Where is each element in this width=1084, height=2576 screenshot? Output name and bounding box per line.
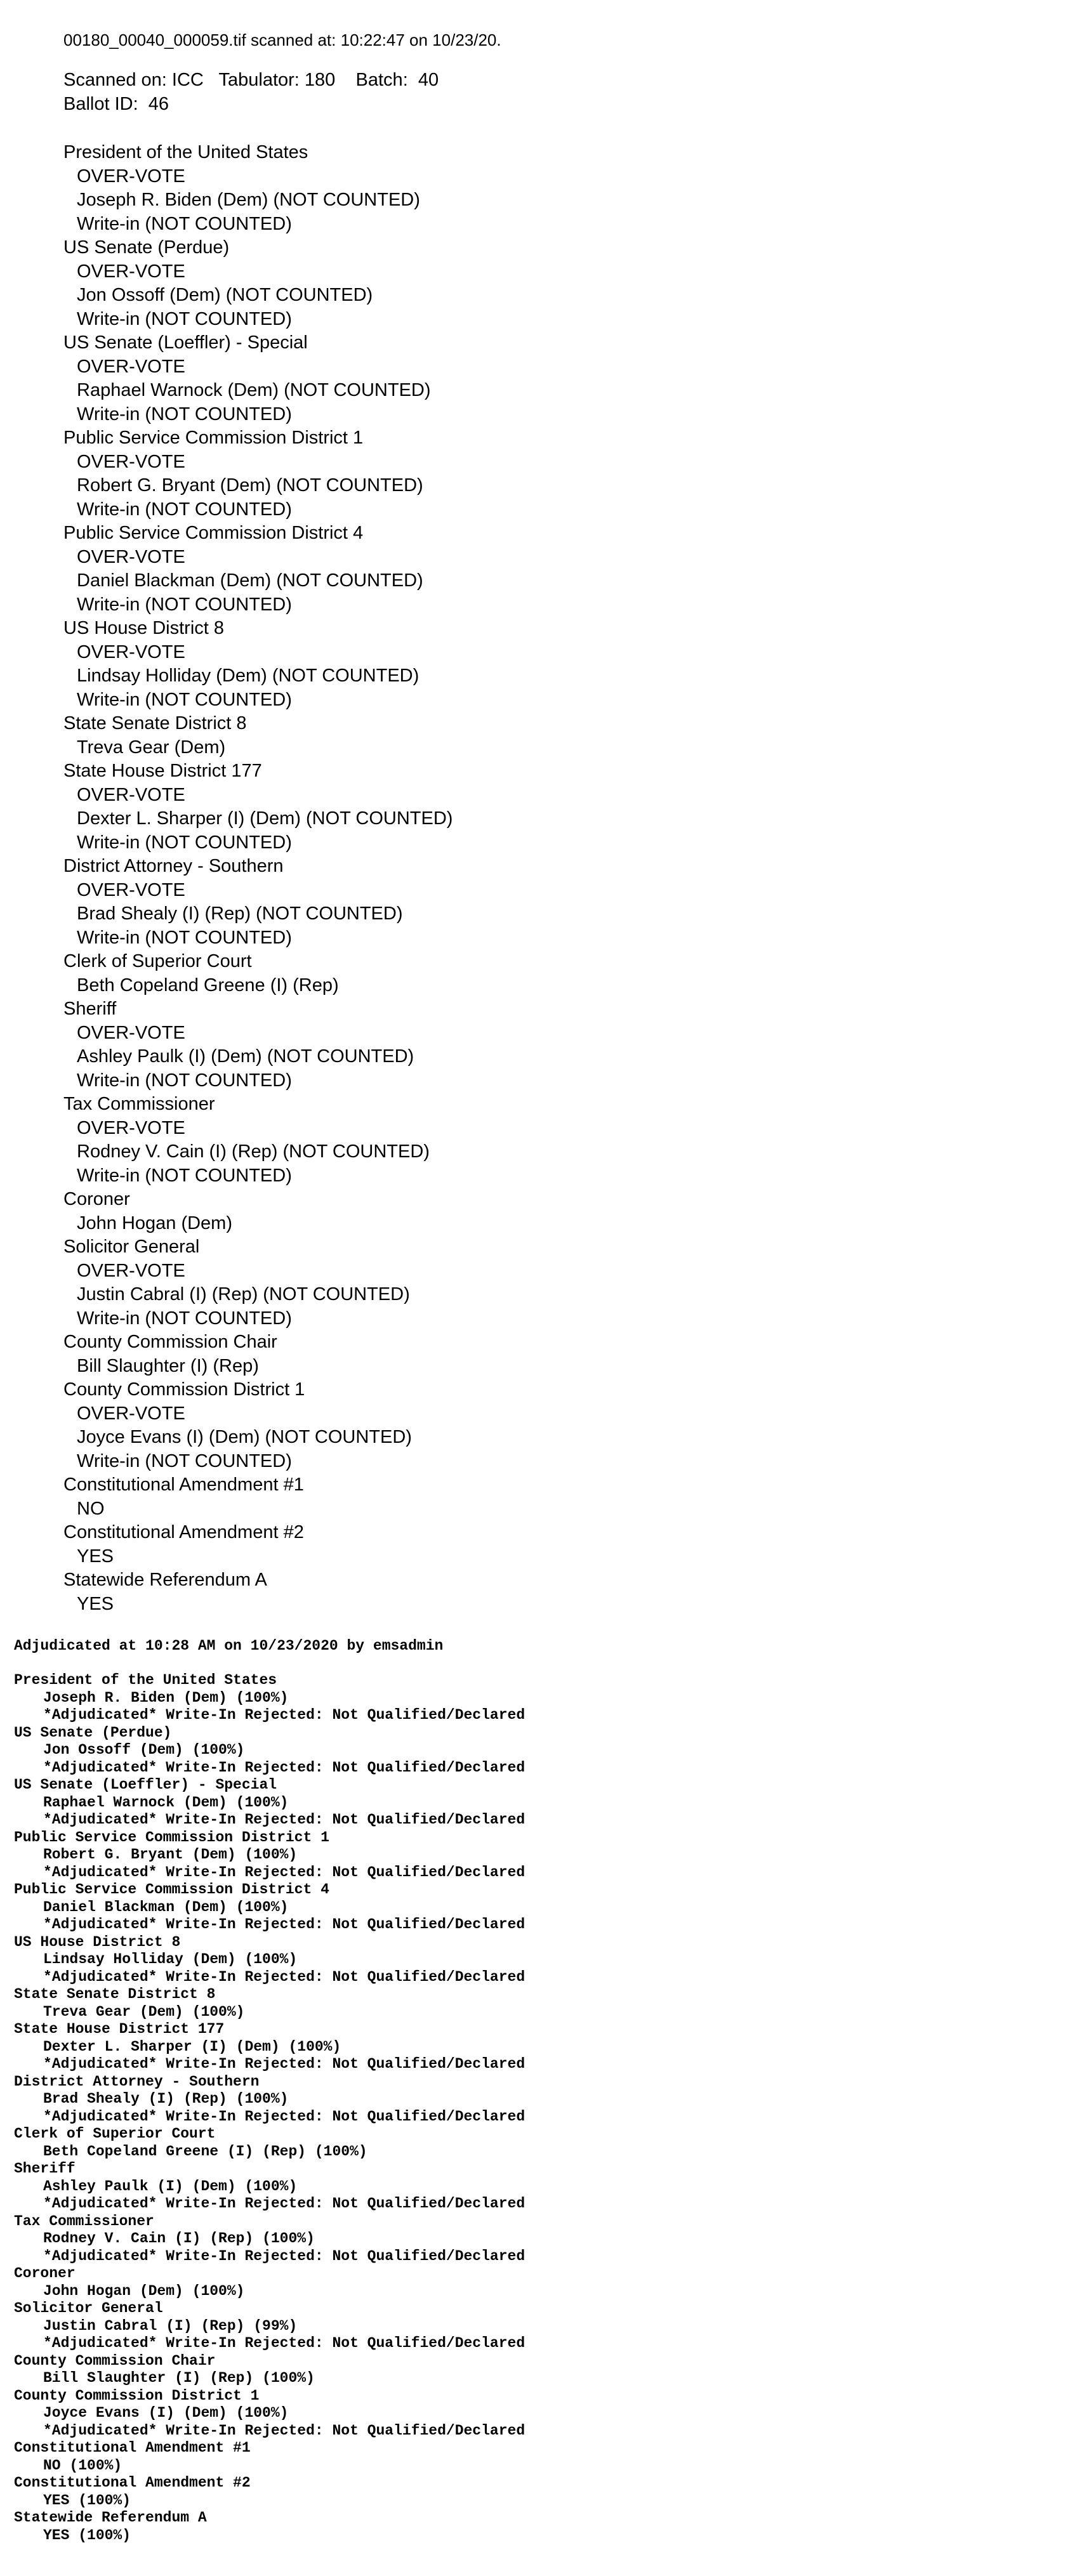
scan-metadata (63, 69, 439, 116)
adjudicated-result: *Adjudicated* Write-In Rejected: Not Qualified/Declared (43, 1811, 525, 1828)
contest-title: President of the United States (63, 142, 308, 162)
adjudicated-contest (14, 2300, 525, 2353)
adjudicated-result: Ashley Paulk (I) (Dem) (100%) (43, 2178, 298, 2195)
contest-choice: OVER-VOTE (77, 546, 185, 567)
contest-choice: OVER-VOTE (77, 1260, 185, 1281)
ballot-contest (63, 617, 453, 712)
adjudicated-result: *Adjudicated* Write-In Rejected: Not Qualified/Declared (43, 2108, 525, 2125)
contest-title: Tax Commissioner (63, 1094, 215, 1114)
contest-choice: Write-in (NOT COUNTED) (77, 1450, 292, 1471)
adjudicated-contest (14, 2509, 525, 2544)
adjudicated-contest-title: Statewide Referendum A (14, 2509, 207, 2526)
adjudication-contest-list (14, 1672, 525, 2544)
adjudication-header: Adjudicated at 10:28 AM on 10/23/2020 by emsadmin (14, 1638, 444, 1654)
contest-choice: Treva Gear (Dem) (77, 737, 226, 758)
ballot-contest-list (63, 141, 453, 1616)
adjudicated-contest-title: President of the United States (14, 1672, 277, 1688)
contest-choice: Bill Slaughter (I) (Rep) (77, 1355, 259, 1376)
adjudicated-contest-title: State Senate District 8 (14, 1986, 216, 2002)
adjudicated-contest-title: US House District 8 (14, 1933, 181, 1950)
adjudicated-result: *Adjudicated* Write-In Rejected: Not Qualified/Declared (43, 1707, 525, 1723)
adjudicated-result: Treva Gear (Dem) (100%) (43, 2003, 245, 2020)
adjudicated-contest (14, 1672, 525, 1725)
contest-choice: Jon Ossoff (Dem) (NOT COUNTED) (77, 285, 373, 305)
adjudicated-contest-title: US Senate (Perdue) (14, 1724, 172, 1741)
adjudicated-result: *Adjudicated* Write-In Rejected: Not Qualified/Declared (43, 2195, 525, 2212)
adjudicated-result: Brad Shealy (I) (Rep) (100%) (43, 2091, 289, 2107)
contest-choice: Joyce Evans (I) (Dem) (NOT COUNTED) (77, 1427, 412, 1447)
contest-choice: Write-in (NOT COUNTED) (77, 1308, 292, 1329)
contest-title: Solicitor General (63, 1237, 200, 1257)
adjudicated-contest (14, 1986, 525, 2021)
contest-title: Statewide Referendum A (63, 1570, 267, 1590)
adjudicated-result: Bill Slaughter (I) (Rep) (100%) (43, 2370, 315, 2386)
contest-title: Public Service Commission District 1 (63, 428, 364, 448)
adjudicated-contest (14, 1725, 525, 1777)
contest-choice: John Hogan (Dem) (77, 1212, 232, 1233)
contest-title: Constitutional Amendment #2 (63, 1522, 304, 1542)
ballot-contest (63, 1093, 453, 1188)
adjudicated-contest (14, 2160, 525, 2213)
contest-choice: YES (77, 1593, 114, 1614)
contest-title: Clerk of Superior Court (63, 951, 252, 971)
adjudicated-result: *Adjudicated* Write-In Rejected: Not Qualified/Declared (43, 2422, 525, 2439)
adjudicated-result: *Adjudicated* Write-In Rejected: Not Qualified/Declared (43, 2247, 525, 2264)
contest-choice: Write-in (NOT COUNTED) (77, 404, 292, 424)
contest-choice: OVER-VOTE (77, 641, 185, 662)
ballot-contest (63, 1235, 453, 1331)
adjudicated-result: John Hogan (Dem) (100%) (43, 2282, 245, 2299)
ballot-contest (63, 1331, 453, 1378)
ballot-contest (63, 426, 453, 522)
adjudicated-result: Joyce Evans (I) (Dem) (100%) (43, 2405, 289, 2421)
contest-choice: Write-in (NOT COUNTED) (77, 308, 292, 329)
contest-choice: Write-in (NOT COUNTED) (77, 213, 292, 234)
adjudicated-result: *Adjudicated* Write-In Rejected: Not Qualified/Declared (43, 1759, 525, 1776)
adjudicated-contest (14, 2388, 525, 2440)
contest-choice: Brad Shealy (I) (Rep) (NOT COUNTED) (77, 904, 403, 924)
contest-choice: Lindsay Holliday (Dem) (NOT COUNTED) (77, 666, 420, 686)
contest-title: County Commission Chair (63, 1332, 277, 1352)
ballot-contest (63, 1568, 453, 1616)
adjudicated-contest-title: District Attorney - Southern (14, 2073, 260, 2090)
contest-choice: Ashley Paulk (I) (Dem) (NOT COUNTED) (77, 1046, 414, 1067)
contest-title: District Attorney - Southern (63, 856, 284, 876)
ballot-id-line: Ballot ID: 46 (63, 93, 169, 114)
ballot-contest (63, 950, 453, 997)
adjudicated-contest (14, 1881, 525, 1934)
adjudicated-result: Rodney V. Cain (I) (Rep) (100%) (43, 2230, 315, 2247)
adjudicated-result: Daniel Blackman (Dem) (100%) (43, 1898, 289, 1916)
adjudicated-contest (14, 2353, 525, 2388)
contest-choice: Write-in (NOT COUNTED) (77, 594, 292, 615)
contest-choice: Beth Copeland Greene (I) (Rep) (77, 975, 339, 996)
ballot-contest (63, 997, 453, 1093)
ballot-contest (63, 522, 453, 617)
ballot-contest (63, 1188, 453, 1235)
adjudicated-contest (14, 1934, 525, 1987)
contest-choice: OVER-VOTE (77, 451, 185, 472)
adjudicated-contest-title: Clerk of Superior Court (14, 2126, 216, 2142)
adjudicated-contest-title: Public Service Commission District 1 (14, 1829, 329, 1846)
contest-title: Sheriff (63, 999, 117, 1019)
contest-choice: Write-in (NOT COUNTED) (77, 927, 292, 948)
adjudicated-result: Dexter L. Sharper (I) (Dem) (100%) (43, 2038, 341, 2055)
adjudicated-contest-title: Constitutional Amendment #1 (14, 2440, 251, 2456)
contest-choice: OVER-VOTE (77, 166, 185, 187)
adjudicated-result: Robert G. Bryant (Dem) (100%) (43, 1846, 298, 1863)
contest-choice: OVER-VOTE (77, 784, 185, 805)
contest-choice: OVER-VOTE (77, 1117, 185, 1138)
contest-choice: Justin Cabral (I) (Rep) (NOT COUNTED) (77, 1284, 410, 1304)
contest-title: US House District 8 (63, 618, 225, 638)
contest-choice: Write-in (NOT COUNTED) (77, 689, 292, 710)
adjudicated-result: Beth Copeland Greene (I) (Rep) (100%) (43, 2143, 367, 2160)
adjudicated-contest-title: Sheriff (14, 2160, 76, 2177)
adjudicated-result: YES (100%) (43, 2492, 131, 2509)
contest-choice: Daniel Blackman (Dem) (NOT COUNTED) (77, 570, 423, 591)
adjudicated-result: YES (100%) (43, 2527, 131, 2544)
contest-choice: Write-in (NOT COUNTED) (77, 1070, 292, 1091)
contest-choice: Write-in (NOT COUNTED) (77, 499, 292, 520)
adjudicated-result: *Adjudicated* Write-In Rejected: Not Qualified/Declared (43, 1916, 525, 1933)
adjudicated-contest (14, 2265, 525, 2300)
contest-choice: Raphael Warnock (Dem) (NOT COUNTED) (77, 380, 431, 400)
adjudicated-result: NO (100%) (43, 2457, 122, 2474)
contest-choice: Joseph R. Biden (Dem) (NOT COUNTED) (77, 190, 420, 210)
ballot-contest (63, 759, 453, 855)
contest-title: US Senate (Loeffler) - Special (63, 332, 308, 353)
adjudicated-result: Jon Ossoff (Dem) (100%) (43, 1742, 245, 1758)
ballot-contest (63, 855, 453, 950)
contest-choice: Write-in (NOT COUNTED) (77, 832, 292, 853)
contest-choice: OVER-VOTE (77, 1022, 185, 1043)
adjudicated-contest (14, 2213, 525, 2266)
contest-title: Coroner (63, 1189, 130, 1209)
adjudicated-contest (14, 1777, 525, 1829)
contest-title: US Senate (Perdue) (63, 237, 230, 258)
adjudicated-result: Raphael Warnock (Dem) (100%) (43, 1794, 289, 1811)
adjudicated-contest-title: Coroner (14, 2265, 76, 2282)
contest-choice: OVER-VOTE (77, 261, 185, 282)
contest-choice: OVER-VOTE (77, 879, 185, 900)
adjudicated-contest-title: Public Service Commission District 4 (14, 1881, 329, 1898)
adjudicated-contest (14, 2021, 525, 2073)
adjudicated-result: *Adjudicated* Write-In Rejected: Not Qualified/Declared (43, 1863, 525, 1881)
ballot-contest (63, 141, 453, 236)
contest-choice: OVER-VOTE (77, 1403, 185, 1424)
contest-choice: OVER-VOTE (77, 356, 185, 377)
adjudicated-contest (14, 2073, 525, 2126)
contest-title: County Commission District 1 (63, 1379, 305, 1400)
ballot-contest (63, 331, 453, 426)
adjudicated-contest (14, 2474, 525, 2509)
contest-choice: NO (77, 1498, 105, 1519)
adjudicated-result: Lindsay Holliday (Dem) (100%) (43, 1951, 298, 1968)
ballot-contest (63, 236, 453, 331)
adjudicated-result: *Adjudicated* Write-In Rejected: Not Qualified/Declared (43, 2056, 525, 2072)
ballot-contest (63, 1473, 453, 1521)
adjudicated-result: Justin Cabral (I) (Rep) (99%) (43, 2317, 298, 2334)
adjudicated-contest-title: Constitutional Amendment #2 (14, 2474, 251, 2491)
contest-title: State Senate District 8 (63, 713, 247, 733)
contest-title: Public Service Commission District 4 (63, 523, 364, 543)
adjudicated-contest (14, 2126, 525, 2160)
scanned-on-line: Scanned on: ICC Tabulator: 180 Batch: 40 (63, 70, 439, 90)
adjudicated-result: Joseph R. Biden (Dem) (100%) (43, 1689, 289, 1706)
adjudicated-result: *Adjudicated* Write-In Rejected: Not Qualified/Declared (43, 2335, 525, 2351)
contest-choice: YES (77, 1546, 114, 1567)
adjudicated-contest (14, 2440, 525, 2474)
ballot-contest (63, 712, 453, 759)
ballot-contest (63, 1521, 453, 1568)
adjudicated-contest-title: Solicitor General (14, 2300, 163, 2316)
adjudicated-contest-title: Tax Commissioner (14, 2212, 154, 2230)
adjudicated-contest-title: State House District 177 (14, 2021, 225, 2037)
contest-choice: Rodney V. Cain (I) (Rep) (NOT COUNTED) (77, 1141, 430, 1162)
adjudicated-contest-title: County Commission Chair (14, 2352, 216, 2369)
contest-choice: Robert G. Bryant (Dem) (NOT COUNTED) (77, 475, 423, 496)
ballot-contest (63, 1378, 453, 1473)
adjudicated-contest-title: County Commission District 1 (14, 2387, 260, 2404)
adjudicated-contest (14, 1829, 525, 1882)
contest-title: Constitutional Amendment #1 (63, 1475, 304, 1495)
contest-choice: Dexter L. Sharper (I) (Dem) (NOT COUNTED) (77, 808, 453, 829)
contest-title: State House District 177 (63, 761, 262, 781)
adjudicated-contest-title: US Senate (Loeffler) - Special (14, 1777, 277, 1793)
adjudicated-result: *Adjudicated* Write-In Rejected: Not Qualified/Declared (43, 1968, 525, 1985)
scan-file-line: 00180_00040_000059.tif scanned at: 10:22:47 on 10/23/20. (63, 30, 501, 49)
contest-choice: Write-in (NOT COUNTED) (77, 1165, 292, 1186)
